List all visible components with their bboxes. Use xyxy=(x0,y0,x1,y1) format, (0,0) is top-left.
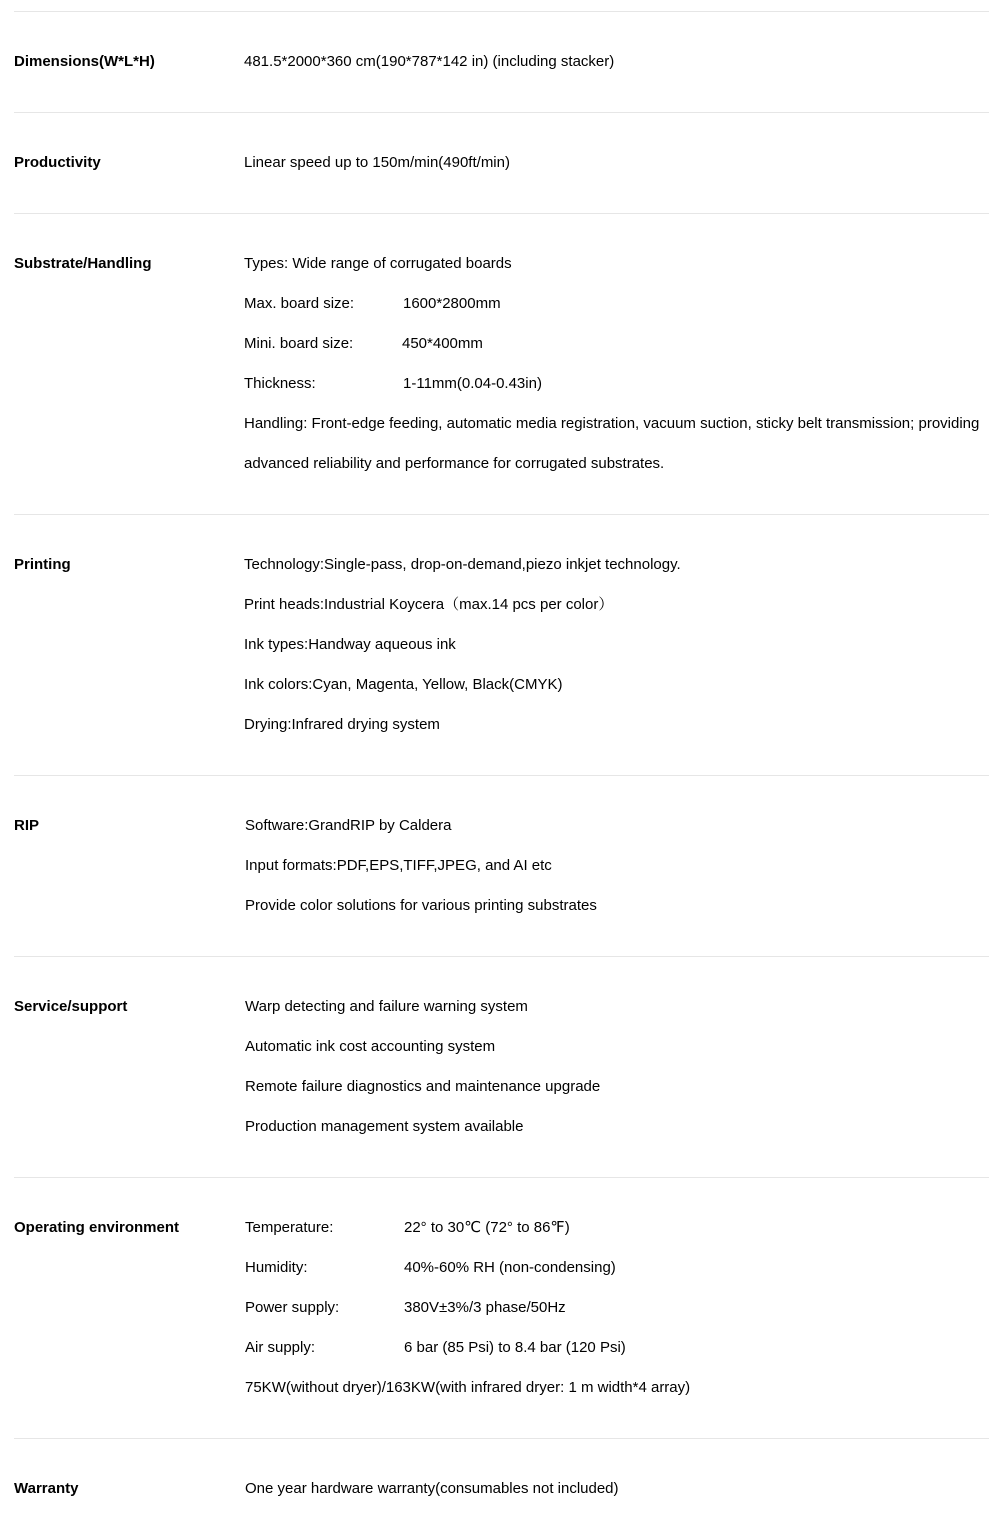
spec-key: Power supply: xyxy=(245,1299,340,1316)
spec-row-warranty xyxy=(14,1439,989,1539)
spec-values xyxy=(244,545,989,745)
spec-label: Operating environment xyxy=(14,1219,180,1236)
spec-key: Max. board size: xyxy=(244,295,355,312)
spec-pair-value: 40%-60% RH (non-condensing) xyxy=(404,1259,616,1276)
spec-pair xyxy=(244,284,989,324)
spec-pair-value: 450*400mm xyxy=(402,335,483,352)
spec-value: Warp detecting and failure warning system xyxy=(245,998,528,1015)
spec-value: Technology:Single-pass, drop-on-demand,piezo inkjet technology. xyxy=(244,556,681,573)
spec-label: Printing xyxy=(14,556,71,573)
spec-pair xyxy=(245,1208,989,1248)
spec-row-dimensions xyxy=(14,12,989,113)
spec-pair-value: 6 bar (85 Psi) to 8.4 bar (120 Psi) xyxy=(404,1339,626,1356)
spec-pair-value: 1-11mm(0.04-0.43in) xyxy=(403,375,542,392)
spec-key: Temperature: xyxy=(245,1219,334,1236)
spec-label: Service/support xyxy=(14,998,128,1015)
spec-value: Provide color solutions for various printing substrates xyxy=(245,897,597,914)
spec-value: Automatic ink cost accounting system xyxy=(245,1038,496,1055)
spec-value: Ink colors:Cyan, Magenta, Yellow, Black(CMYK) xyxy=(244,676,563,693)
spec-label: RIP xyxy=(14,817,40,834)
spec-value: Production management system available xyxy=(245,1118,524,1135)
spec-row-environment xyxy=(14,1178,989,1439)
spec-pair xyxy=(245,1288,989,1328)
spec-row-productivity xyxy=(14,113,989,214)
spec-values xyxy=(245,1469,989,1509)
spec-value: 75KW(without dryer)/163KW(with infrared dryer: 1 m width*4 array) xyxy=(245,1379,691,1396)
spec-key: Mini. board size: xyxy=(244,335,354,352)
spec-values xyxy=(245,806,989,926)
spec-value: Input formats:PDF,EPS,TIFF,JPEG, and AI etc xyxy=(245,857,552,874)
spec-pair-value: 380V±3%/3 phase/50Hz xyxy=(404,1299,566,1316)
spec-values xyxy=(245,1208,989,1408)
spec-values xyxy=(244,42,989,82)
spec-pair-value: 1600*2800mm xyxy=(403,295,501,312)
spec-key: Thickness: xyxy=(244,375,316,392)
spec-value: Ink types:Handway aqueous ink xyxy=(244,636,456,653)
spec-pair xyxy=(244,364,989,404)
spec-key: Humidity: xyxy=(245,1259,308,1276)
spec-label: Substrate/Handling xyxy=(14,255,152,272)
spec-value: One year hardware warranty(consumables not included) xyxy=(245,1480,619,1497)
spec-value: Drying:Infrared drying system xyxy=(244,716,440,733)
spec-key: Air supply: xyxy=(245,1339,316,1356)
spec-pair xyxy=(245,1248,989,1288)
spec-label: Warranty xyxy=(14,1480,79,1497)
spec-value: Types: Wide range of corrugated boards xyxy=(244,255,512,272)
spec-value: 481.5*2000*360 cm(190*787*142 in) (including stacker) xyxy=(244,53,615,70)
spec-label: Productivity xyxy=(14,154,101,171)
spec-value: Linear speed up to 150m/min(490ft/min) xyxy=(244,154,510,171)
spec-row-printing xyxy=(14,515,989,776)
spec-values xyxy=(244,244,989,484)
spec-table xyxy=(14,11,989,1539)
spec-value: Software:GrandRIP by Caldera xyxy=(245,817,452,834)
spec-row-rip xyxy=(14,776,989,957)
spec-pair-value: 22° to 30℃ (72° to 86℉) xyxy=(404,1219,570,1236)
spec-value: Remote failure diagnostics and maintenance upgrade xyxy=(245,1078,601,1095)
spec-label: Dimensions(W*L*H) xyxy=(14,53,155,70)
spec-pair xyxy=(244,324,989,364)
spec-value: Handling: Front-edge feeding, automatic media registration, vacuum suction, sticky belt transmission; providing advanced reliability and performance for corrugated substrates. xyxy=(244,415,980,472)
spec-pair xyxy=(245,1328,989,1368)
spec-value: Print heads:Industrial Koycera（max.14 pcs per color） xyxy=(244,596,614,613)
spec-values xyxy=(245,987,989,1147)
spec-row-service xyxy=(14,957,989,1178)
spec-row-substrate xyxy=(14,214,989,515)
spec-values xyxy=(244,143,989,183)
